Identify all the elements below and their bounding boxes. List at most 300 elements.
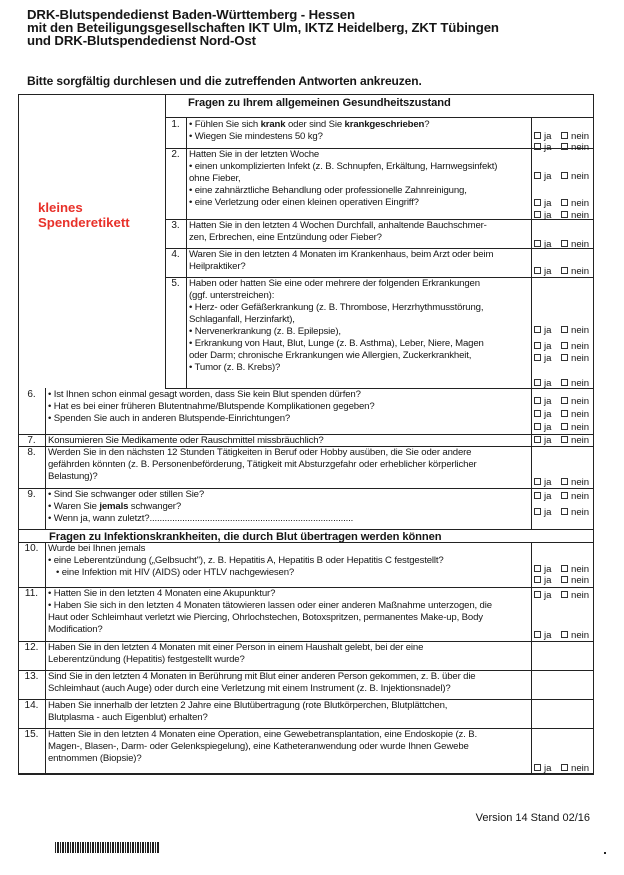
answer-no-label: nein	[571, 396, 590, 407]
answer-yes-checkbox[interactable]	[534, 198, 551, 209]
answer-yes-label: ja	[544, 630, 552, 641]
number-column-rule	[45, 446, 46, 488]
checkbox-square[interactable]	[534, 436, 541, 443]
answer-no-label: nein	[571, 142, 590, 153]
checkbox-square[interactable]	[561, 379, 568, 386]
question-line	[189, 149, 529, 161]
question-line	[48, 543, 529, 555]
answer-yes-label: ja	[544, 341, 552, 352]
question-text	[48, 588, 529, 636]
answer-no-checkbox[interactable]	[561, 590, 589, 601]
answer-no-label: nein	[571, 630, 590, 641]
checkbox-square[interactable]	[561, 397, 568, 404]
line-text: Werden Sie in den nächsten 12 Stunden Tätigkeiten in Beruf oder Hobby ausüben, die Sie oder andere	[48, 447, 472, 458]
answer-yes-checkbox[interactable]	[534, 266, 551, 277]
answer-no-label: nein	[571, 266, 590, 277]
question-line	[189, 173, 529, 185]
answer-column-rule	[531, 219, 532, 248]
line-text: • Nervenerkrankung (z. B. Epilepsie),	[189, 326, 341, 337]
answer-no-label: nein	[571, 491, 590, 502]
answer-column-rule	[531, 542, 532, 587]
answer-yes-label: ja	[544, 198, 552, 209]
answer-yes-checkbox[interactable]	[534, 590, 551, 601]
answer-column-rule	[531, 277, 532, 388]
answer-yes-label: ja	[544, 435, 552, 446]
answer-yes-checkbox[interactable]	[534, 435, 551, 446]
answer-no-label: nein	[571, 131, 590, 142]
answer-no-label: nein	[571, 239, 590, 250]
answer-yes-checkbox[interactable]	[534, 378, 551, 389]
answer-no-label: nein	[571, 325, 590, 336]
line-text: • eine Infektion mit HIV (AIDS) oder HTLV nachgewiesen?	[56, 567, 295, 578]
line-text: Haben Sie innerhalb der letzten 2 Jahre eine Blutübertragung (rote Blutkörperchen, Blutplättchen,	[48, 700, 448, 711]
answer-no-checkbox[interactable]	[561, 575, 589, 586]
question-number: 8.	[27, 447, 36, 458]
answer-no-checkbox[interactable]	[561, 378, 589, 389]
checkbox-square[interactable]	[561, 354, 568, 361]
checkbox-square[interactable]	[561, 143, 568, 150]
question-line	[189, 338, 529, 350]
answer-yes-label: ja	[544, 507, 552, 518]
number-column-rule	[45, 699, 46, 728]
question-line	[48, 654, 529, 666]
question-number: 4.	[171, 249, 180, 260]
line-text: ?	[424, 119, 430, 130]
question-line	[48, 624, 529, 636]
number-column-rule	[45, 434, 46, 446]
line-text: • eine Verletzung oder einen kleinen operativen Eingriff?	[189, 197, 419, 208]
emphasis-text: jemals	[99, 501, 129, 512]
answer-yes-checkbox[interactable]	[534, 763, 551, 774]
line-text: • Ist Ihnen schon einmal gesagt worden, dass Sie kein Blut spenden dürfen?	[48, 389, 361, 400]
answer-yes-checkbox[interactable]	[534, 396, 551, 407]
checkbox-square[interactable]	[534, 211, 541, 218]
question-line	[48, 413, 529, 425]
question-line	[189, 314, 529, 326]
checkbox-square[interactable]	[561, 172, 568, 179]
checkbox-square[interactable]	[534, 326, 541, 333]
answer-yes-label: ja	[544, 266, 552, 277]
checkbox-square[interactable]	[561, 410, 568, 417]
section-1-header-rule	[165, 117, 594, 118]
question-line	[189, 220, 529, 232]
checkbox-square[interactable]	[534, 423, 541, 430]
checkbox-square[interactable]	[534, 132, 541, 139]
question-text	[48, 489, 529, 525]
checkbox-square[interactable]	[534, 508, 541, 515]
line-text: (ggf. unterstreichen):	[189, 290, 275, 301]
answer-no-label: nein	[571, 507, 590, 518]
answer-no-label: nein	[571, 378, 590, 389]
checkbox-square[interactable]	[534, 143, 541, 150]
answer-no-label: nein	[571, 477, 590, 488]
question-number: 3.	[171, 220, 180, 231]
answer-no-checkbox[interactable]	[561, 239, 589, 250]
form-header	[27, 8, 587, 47]
answer-yes-label: ja	[544, 564, 552, 575]
answer-column-rule	[531, 728, 532, 774]
answer-yes-checkbox[interactable]	[534, 325, 551, 336]
checkbox-square[interactable]	[534, 478, 541, 485]
question-line	[48, 700, 529, 712]
question-line	[189, 161, 529, 173]
barcode	[55, 842, 160, 853]
answer-yes-label: ja	[544, 239, 552, 250]
question-line	[189, 197, 529, 209]
checkbox-square[interactable]	[534, 631, 541, 638]
answer-yes-label: ja	[544, 409, 552, 420]
checkbox-square[interactable]	[561, 211, 568, 218]
question-line	[189, 350, 529, 362]
answer-yes-checkbox[interactable]	[534, 575, 551, 586]
question-line	[48, 612, 529, 624]
answer-no-checkbox[interactable]	[561, 564, 589, 575]
checkbox-square[interactable]	[561, 508, 568, 515]
answer-no-checkbox[interactable]	[561, 142, 589, 153]
answer-no-label: nein	[571, 422, 590, 433]
checkbox-square[interactable]	[561, 565, 568, 572]
answer-no-checkbox[interactable]	[561, 210, 589, 221]
checkbox-square[interactable]	[561, 423, 568, 430]
line-text: Konsumieren Sie Medikamente oder Rauschmittel missbräuchlich?	[48, 435, 324, 446]
line-text: Magen-, Blasen-, Darm- oder Gelenkspiegelung), eine Katheteranwendung oder wurde Ihnen Gewebe	[48, 741, 469, 752]
answer-no-checkbox[interactable]	[561, 266, 589, 277]
line-text: • einen unkomplizierten Infekt (z. B. Schnupfen, Erkältung, Harnwegsinfekt)	[189, 161, 498, 172]
line-text: Hatten Sie in den letzten 4 Wochen Durchfall, anhaltende Bauchschmer-	[189, 220, 487, 231]
question-line	[189, 232, 529, 244]
checkbox-square[interactable]	[534, 172, 541, 179]
answer-column-rule	[531, 446, 532, 488]
answer-no-checkbox[interactable]	[561, 422, 589, 433]
answer-yes-label: ja	[544, 171, 552, 182]
answer-no-checkbox[interactable]	[561, 198, 589, 209]
scan-dot	[604, 852, 606, 854]
question-text	[48, 642, 529, 666]
answer-no-checkbox[interactable]	[561, 507, 589, 518]
emphasis-text: krankgeschrieben	[344, 119, 425, 130]
answer-yes-checkbox[interactable]	[534, 491, 551, 502]
question-text	[48, 447, 529, 483]
checkbox-square[interactable]	[534, 240, 541, 247]
checkbox-square[interactable]	[534, 267, 541, 274]
question-number: 1.	[171, 119, 180, 130]
answer-no-checkbox[interactable]	[561, 353, 589, 364]
question-line	[48, 501, 529, 513]
answer-no-checkbox[interactable]	[561, 477, 589, 488]
answer-no-checkbox[interactable]	[561, 131, 589, 142]
line-text: • Herz- oder Gefäßerkrankung (z. B. Thrombose, Herzrhythmusstörung,	[189, 302, 484, 313]
checkbox-square[interactable]	[534, 342, 541, 349]
answer-yes-checkbox[interactable]	[534, 341, 551, 352]
checkbox-square[interactable]	[534, 565, 541, 572]
answer-no-checkbox[interactable]	[561, 630, 589, 641]
line-text: Schleimhaut (auch Auge) oder durch eine Verletzung mit einem Instrument (z. B. Injektionsnadel)?	[48, 683, 451, 694]
number-column-rule	[186, 148, 187, 219]
number-column-rule	[186, 248, 187, 277]
answer-column-rule	[531, 118, 532, 148]
line-text: Waren Sie in den letzten 4 Monaten im Krankenhaus, beim Arzt oder beim	[189, 249, 494, 260]
answer-column-rule	[531, 670, 532, 699]
question-line	[48, 401, 529, 413]
answer-column-rule	[531, 148, 532, 219]
question-text	[48, 543, 529, 579]
answer-yes-checkbox[interactable]	[534, 409, 551, 420]
question-number: 14.	[24, 700, 39, 711]
question-line	[189, 131, 529, 143]
question-text	[48, 435, 529, 447]
donor-label-area	[38, 200, 130, 230]
answer-yes-label: ja	[544, 210, 552, 221]
question-text	[48, 729, 529, 765]
checkbox-square[interactable]	[561, 267, 568, 274]
question-number: 9.	[27, 489, 36, 500]
line-text: ohne Fieber,	[189, 173, 241, 184]
answer-yes-checkbox[interactable]	[534, 171, 551, 182]
question-line	[189, 249, 529, 261]
question-line	[189, 185, 529, 197]
header-line-2: mit den Beteiligungsgesellschaften IKT Ulm, IKTZ Heidelberg, ZKT Tübingen	[27, 20, 499, 35]
answer-yes-label: ja	[544, 491, 552, 502]
number-column-rule	[45, 641, 46, 670]
line-text: Schlaganfall, Herzinfarkt),	[189, 314, 295, 325]
question-rule	[18, 774, 594, 775]
number-column-rule	[45, 542, 46, 587]
line-text: Haben oder hatten Sie eine oder mehrere der folgenden Erkrankungen	[189, 278, 480, 289]
line-text: • eine Leberentzündung („Gelbsucht"), z. B. Hepatitis A, Hepatitis B oder Hepatitis C festgestellt?	[48, 555, 444, 566]
answer-column-rule	[531, 388, 532, 434]
answer-column-rule	[531, 641, 532, 670]
answer-no-checkbox[interactable]	[561, 396, 589, 407]
answer-no-label: nein	[571, 171, 590, 182]
question-text	[48, 700, 529, 724]
line-text: Sind Sie in den letzten 4 Monaten in Berührung mit Blut einer anderen Person gekommen, z. B. über die	[48, 671, 476, 682]
checkbox-square[interactable]	[534, 410, 541, 417]
question-text	[48, 671, 529, 695]
answer-column-rule	[531, 488, 532, 529]
question-text	[48, 389, 529, 425]
answer-column-rule	[531, 248, 532, 277]
answer-yes-checkbox[interactable]	[534, 142, 551, 153]
answer-no-label: nein	[571, 198, 590, 209]
answer-no-checkbox[interactable]	[561, 171, 589, 182]
label-column-rule	[165, 94, 166, 388]
answer-yes-label: ja	[544, 477, 552, 488]
question-number: 7.	[27, 435, 36, 446]
question-line	[189, 362, 529, 374]
answer-column-rule	[531, 699, 532, 728]
answer-no-label: nein	[571, 409, 590, 420]
number-column-rule	[186, 219, 187, 248]
line-text: • eine zahnärztliche Behandlung oder professionelle Zahnreinigung,	[189, 185, 467, 196]
answer-yes-checkbox[interactable]	[534, 239, 551, 250]
line-text: oder sind Sie	[285, 119, 345, 130]
question-line	[48, 389, 529, 401]
line-text: entnommen (Biopsie)?	[48, 753, 142, 764]
checkbox-square[interactable]	[534, 199, 541, 206]
answer-yes-checkbox[interactable]	[534, 630, 551, 641]
line-text: • Waren Sie	[48, 501, 100, 512]
checkbox-square[interactable]	[534, 354, 541, 361]
answer-yes-label: ja	[544, 131, 552, 142]
donor-label-line-1: kleines	[38, 200, 83, 215]
question-number: 15.	[24, 729, 39, 740]
question-line	[48, 435, 529, 447]
line-text: • Sind Sie schwanger oder stillen Sie?	[48, 489, 205, 500]
checkbox-square[interactable]	[561, 478, 568, 485]
checkbox-square[interactable]	[561, 326, 568, 333]
line-text: gefährden könnten (z. B. Personenbeförderung, Tätigkeit mit Absturzgefahr oder erheblicher körperlicher	[48, 459, 477, 470]
emphasis-text: krank	[260, 119, 286, 130]
question-line	[48, 459, 529, 471]
line-text: Blutplasma - auch Eigenblut) erhalten?	[48, 712, 208, 723]
line-text: • Erkrankung von Haut, Blut, Lunge (z. B. Asthma), Leber, Niere, Magen	[189, 338, 484, 349]
answer-no-checkbox[interactable]	[561, 409, 589, 420]
answer-no-label: nein	[571, 564, 590, 575]
question-line	[48, 683, 529, 695]
number-column-rule	[186, 118, 187, 148]
number-column-rule	[45, 488, 46, 529]
question-line	[48, 489, 529, 501]
answer-yes-label: ja	[544, 396, 552, 407]
question-line	[48, 447, 529, 459]
checkbox-square[interactable]	[561, 492, 568, 499]
question-number: 6.	[27, 389, 36, 400]
question-text	[189, 220, 529, 244]
header-line-3: und DRK-Blutspendedienst Nord-Ost	[27, 33, 256, 48]
checkbox-square[interactable]	[561, 342, 568, 349]
line-text: Modification?	[48, 624, 103, 635]
checkbox-square[interactable]	[561, 576, 568, 583]
question-line	[189, 290, 529, 302]
answer-column-rule	[531, 587, 532, 641]
line-text: Haut oder Schleimhaut verletzt wie Piercing, Ohrlochstechen, Botoxspritzen, permanentes Make-up, Body	[48, 612, 483, 623]
question-line	[48, 555, 529, 567]
answer-no-checkbox[interactable]	[561, 435, 589, 446]
line-text: • Tumor (z. B. Krebs)?	[189, 362, 281, 373]
answer-yes-checkbox[interactable]	[534, 210, 551, 221]
line-text: Wurde bei Ihnen jemals	[48, 543, 146, 554]
answer-yes-checkbox[interactable]	[534, 131, 551, 142]
answer-no-label: nein	[571, 341, 590, 352]
checkbox-square[interactable]	[534, 764, 541, 771]
answer-column-rule	[531, 434, 532, 446]
question-line	[48, 712, 529, 724]
checkbox-square[interactable]	[534, 591, 541, 598]
checkbox-square[interactable]	[561, 631, 568, 638]
number-column-rule	[45, 728, 46, 774]
line-text: • Wenn ja, wann zuletzt?.................................................................................	[48, 513, 354, 524]
answer-no-checkbox[interactable]	[561, 763, 589, 774]
line-text: Hatten Sie in der letzten Woche	[189, 149, 320, 160]
checkbox-square[interactable]	[534, 492, 541, 499]
line-text: Hatten Sie in den letzten 4 Monaten eine Operation, eine Gewebetransplantation, eine Endoskopie (z. B.	[48, 729, 477, 740]
question-line	[189, 119, 529, 131]
answer-yes-checkbox[interactable]	[534, 507, 551, 518]
checkbox-square[interactable]	[561, 199, 568, 206]
checkbox-square[interactable]	[561, 240, 568, 247]
number-column-rule	[45, 587, 46, 641]
question-line	[48, 600, 529, 612]
question-number: 5.	[171, 278, 180, 289]
question-line	[48, 588, 529, 600]
question-line	[48, 642, 529, 654]
answer-yes-label: ja	[544, 142, 552, 153]
header-line-1: DRK-Blutspendedienst Baden-Württemberg - Hessen	[27, 7, 355, 22]
question-number: 11.	[24, 588, 39, 599]
answer-yes-label: ja	[544, 378, 552, 389]
line-text: Leberentzündung (Hepatitis) festgestellt wurde?	[48, 654, 245, 665]
version-info: Version 14 Stand 02/16	[475, 812, 590, 824]
question-line	[48, 471, 529, 483]
line-text: oder Darm; chronische Erkrankungen wie Allergien, Zuckerkrankheit,	[189, 350, 472, 361]
question-number: 12.	[24, 642, 39, 653]
question-text	[189, 249, 529, 273]
checkbox-square[interactable]	[561, 132, 568, 139]
line-text: schwanger?	[128, 501, 182, 512]
section-title-general-health: Fragen zu Ihrem allgemeinen Gesundheitszustand	[188, 97, 451, 109]
line-text: • Spenden Sie auch in anderen Blutspende-Einrichtungen?	[48, 413, 291, 424]
answer-yes-checkbox[interactable]	[534, 422, 551, 433]
answer-yes-label: ja	[544, 325, 552, 336]
checkbox-square[interactable]	[561, 436, 568, 443]
question-text	[189, 149, 529, 209]
answer-yes-label: ja	[544, 590, 552, 601]
line-text: • Wiegen Sie mindestens 50 kg?	[189, 131, 323, 142]
line-text: zen, Erbrechen, eine Entzündung oder Fieber?	[189, 232, 382, 243]
question-number: 10.	[24, 543, 39, 554]
section-title-infections: Fragen zu Infektionskrankheiten, die durch Blut übertragen werden können	[49, 531, 442, 543]
answer-no-checkbox[interactable]	[561, 325, 589, 336]
number-column-rule	[45, 670, 46, 699]
donor-label-line-2: Spenderetikett	[38, 215, 130, 230]
answer-yes-checkbox[interactable]	[534, 564, 551, 575]
answer-no-label: nein	[571, 353, 590, 364]
question-rule	[18, 529, 594, 530]
question-text	[189, 119, 529, 143]
question-line	[48, 671, 529, 683]
question-line	[48, 567, 529, 579]
answer-no-label: nein	[571, 575, 590, 586]
answer-no-checkbox[interactable]	[561, 341, 589, 352]
instruction-text: Bitte sorgfältig durchlesen und die zutreffenden Antworten ankreuzen.	[27, 74, 422, 88]
checkbox-square[interactable]	[534, 576, 541, 583]
number-column-rule	[186, 277, 187, 388]
line-text: • Hatten Sie in den letzten 4 Monaten eine Akupunktur?	[48, 588, 276, 599]
line-text: • Hat es bei einer früheren Blutentnahme/Blutspende Komplikationen gegeben?	[48, 401, 375, 412]
answer-yes-checkbox[interactable]	[534, 353, 551, 364]
answer-no-label: nein	[571, 210, 590, 221]
line-text: Heilpraktiker?	[189, 261, 246, 272]
checkbox-square[interactable]	[561, 591, 568, 598]
checkbox-square[interactable]	[534, 379, 541, 386]
line-text: • Fühlen Sie sich	[189, 119, 261, 130]
checkbox-square[interactable]	[561, 764, 568, 771]
question-number: 13.	[24, 671, 39, 682]
question-line	[189, 278, 529, 290]
answer-yes-checkbox[interactable]	[534, 477, 551, 488]
question-line	[48, 741, 529, 753]
checkbox-square[interactable]	[534, 397, 541, 404]
answer-no-checkbox[interactable]	[561, 491, 589, 502]
question-line	[189, 302, 529, 314]
question-line	[189, 261, 529, 273]
question-line	[189, 326, 529, 338]
question-number: 2.	[171, 149, 180, 160]
answer-yes-label: ja	[544, 763, 552, 774]
answer-no-label: nein	[571, 763, 590, 774]
number-column-rule	[45, 388, 46, 434]
question-line	[48, 513, 529, 525]
